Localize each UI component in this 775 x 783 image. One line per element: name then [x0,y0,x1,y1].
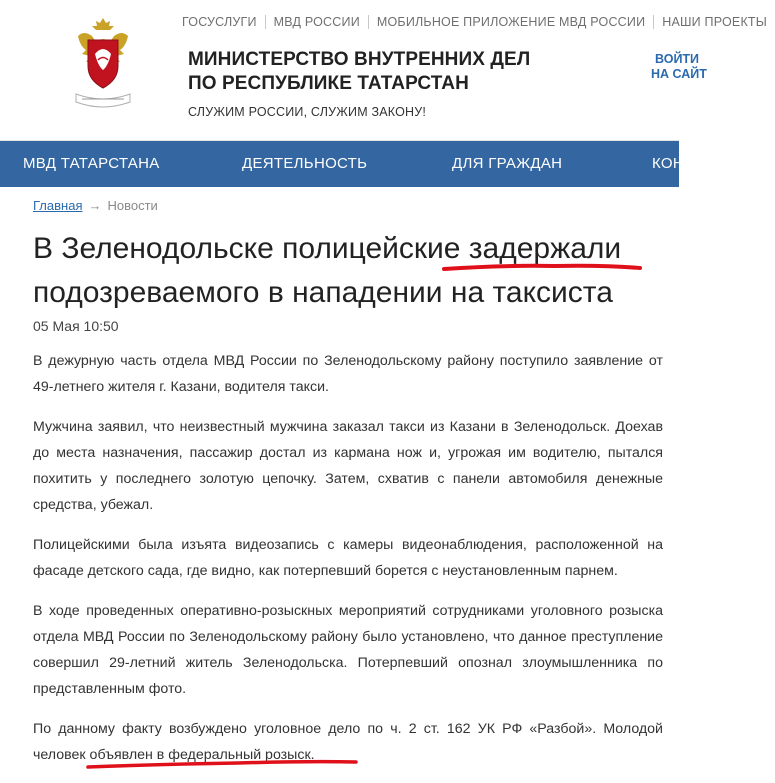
breadcrumb [33,198,158,213]
header-right-link-line2: НА САЙТ [651,67,707,81]
site-title-line2: ПО РЕСПУБЛИКЕ ТАТАРСТАН [188,73,469,94]
article-paragraph: По данному факту возбуждено уголовное дело по ч. 2 ст. 162 УК РФ «Разбой». Молодой человек объявлен в федеральный розыск. [33,721,663,763]
nav-item-mvd-tatarstan[interactable]: МВД ТАТАРСТАНА [23,155,160,172]
top-link-projects[interactable]: НАШИ ПРОЕКТЫ [653,15,775,29]
nav-item-activity[interactable]: ДЕЯТЕЛЬНОСТЬ [242,155,368,172]
article-paragraph: В ходе проведенных оперативно-розыскных мероприятий сотрудниками уголовного розыска отдела МВД России по Зеленодольскому району было установлено, что данное преступление совершил 29-летний житель Зеленодольска. Потерпевший опознал злоумышленника по представленным фото. [33,603,663,697]
header-right-link[interactable] [639,52,707,82]
nav-item-for-citizens[interactable]: ДЛЯ ГРАЖДАН [452,155,563,172]
breadcrumb-separator: → [88,198,102,213]
header-right-link-line1: ВОЙТИ [655,52,700,66]
police-emblem-icon[interactable] [72,16,134,108]
article-paragraph: В дежурную часть отдела МВД России по Зеленодольскому району поступило заявление от 49-летнего жителя г. Казани, водителя такси. [33,353,663,395]
article-paragraph: Полицейскими была изъята видеозапись с камеры видеонаблюдения, расположенной на фасаде детского сада, где видно, как потерпевший борется с неустановленным парнем. [33,537,663,579]
article-title: В Зеленодольске полицейские задержали подозреваемого в нападении на таксиста [33,232,622,309]
main-nav [0,141,736,187]
breadcrumb-current: Новости [107,198,158,213]
article-paragraph: Мужчина заявил, что неизвестный мужчина заказал такси из Казани в Зеленодольск. Доехав до места назначения, пассажир достал из кармана нож и, угрожая им водителю, пытался похитить у последнего золотую цепочку. Затем, схватив с панели автомобиля денежные средства, убежал. [33,419,663,513]
site-title-line1: МИНИСТЕРСТВО ВНУТРЕННИХ ДЕЛ [188,49,531,70]
site-slogan: СЛУЖИМ РОССИИ, СЛУЖИМ ЗАКОНУ! [188,105,427,119]
top-link-mvd-russia[interactable]: МВД РОССИИ [265,15,368,29]
top-links [174,15,775,29]
top-link-mobile-app[interactable]: МОБИЛЬНОЕ ПРИЛОЖЕНИЕ МВД РОССИИ [368,15,653,29]
article-date: 05 Мая 10:50 [33,318,119,334]
breadcrumb-home-link[interactable]: Главная [33,198,83,213]
nav-item-contacts[interactable]: КОНТАКТЫ [652,155,736,172]
article-body [33,348,663,782]
site-title[interactable] [188,48,548,96]
site-header [0,0,768,141]
top-link-gosuslugi[interactable]: ГОСУСЛУГИ [182,15,257,29]
